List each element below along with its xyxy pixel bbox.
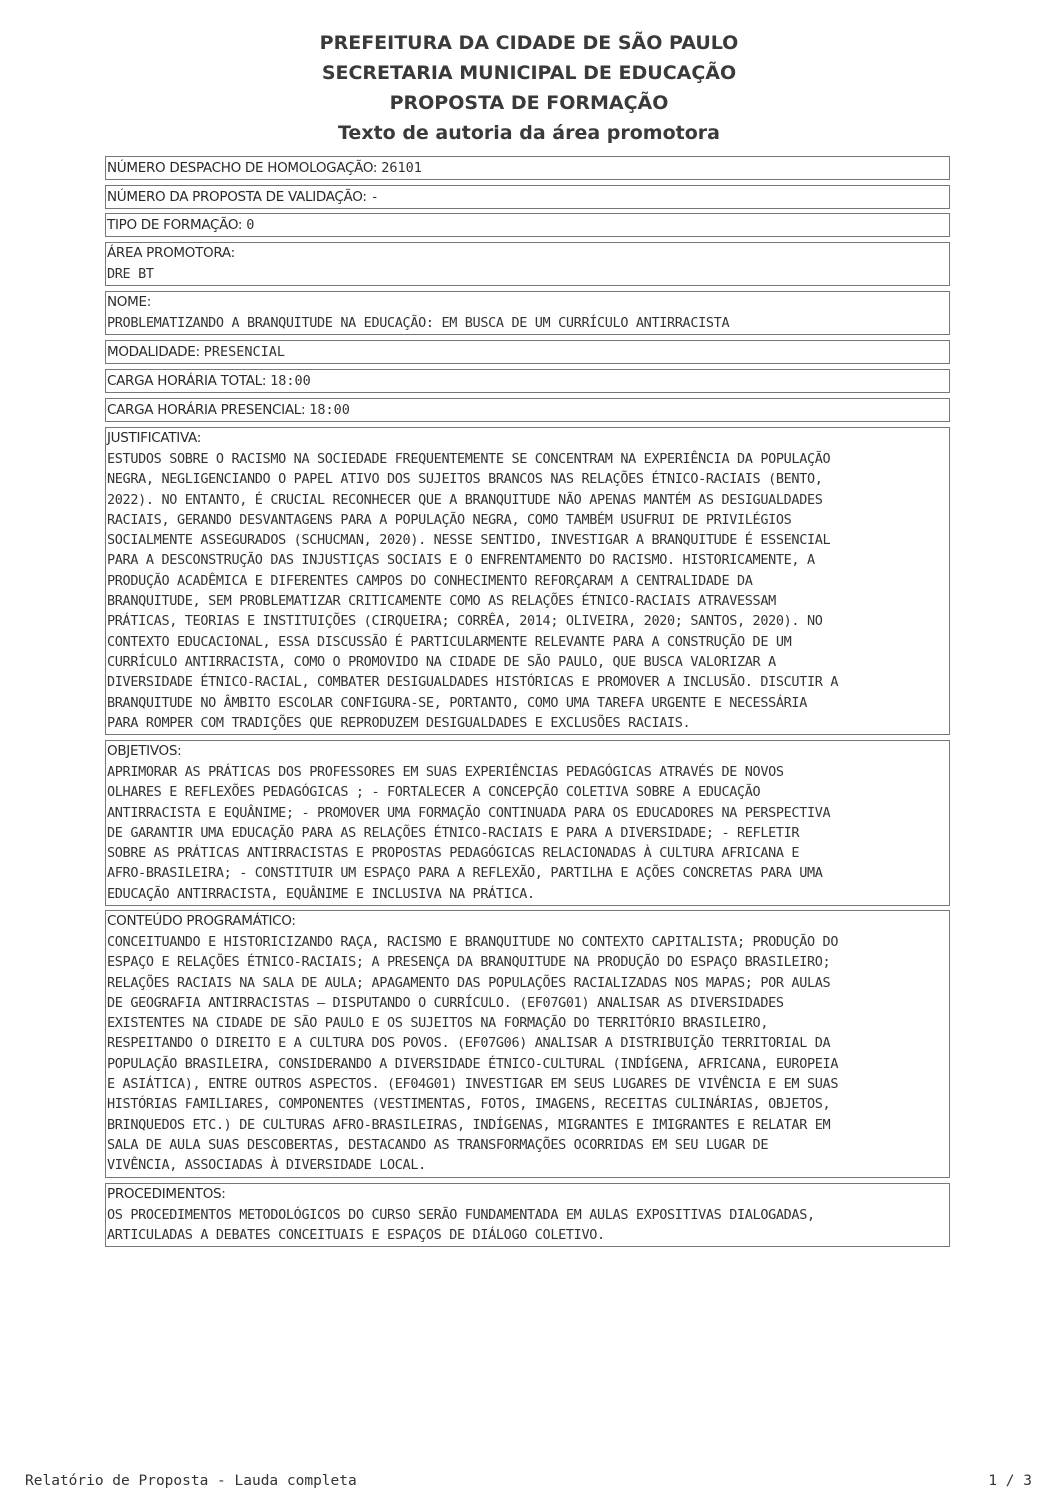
text-line: SOCIALMENTE ASSEGURADOS (SCHUCMAN, 2020). NESSE SENTIDO, INVESTIGAR A BRANQUITUDE É ESSENCIAL: [107, 532, 831, 549]
text-line: EXISTENTES NA CIDADE DE SÃO PAULO E OS SUJEITOS NA FORMAÇÃO DO TERRITÓRIO BRASILEIRO,: [107, 1015, 769, 1032]
field-value: 26101: [381, 160, 422, 176]
section-justificativa: [105, 427, 950, 735]
text-line: NEGRA, NEGLIGENCIANDO O PAPEL ATIVO DOS SUJEITOS BRANCOS NAS RELAÇÕES ÉTNICO-RACIAIS (BENTO,: [107, 471, 823, 488]
field-label: TIPO DE FORMAÇÃO:: [107, 217, 243, 233]
header-prefeitura: PREFEITURA DA CIDADE DE SÃO PAULO: [319, 32, 739, 54]
text-line: SALA DE AULA SUAS DESCOBERTAS, DESTACANDO AS TRANSFORMAÇÕES OCORRIDAS EM SEU LUGAR DE: [107, 1136, 769, 1153]
text-line: AFRO-BRASILEIRA; - CONSTITUIR UM ESPAÇO PARA A REFLEXÃO, PARTILHA E AÇÕES CONCRETAS PARA UMA: [107, 865, 823, 882]
field-value: DRE BT: [107, 266, 154, 282]
text-line: POPULAÇÃO BRASILEIRA, CONSIDERANDO A DIVERSIDADE ÉTNICO-CULTURAL (INDÍGENA, AFRICANA, EUROPEIA: [107, 1055, 839, 1072]
section-label: OBJETIVOS:: [107, 743, 182, 759]
text-line: OS PROCEDIMENTOS METODOLÓGICOS DO CURSO SERÃO FUNDAMENTADA EM AULAS EXPOSITIVAS DIALOGADAS,: [107, 1207, 815, 1223]
field-nome: [105, 291, 950, 335]
field-value: PRESENCIAL: [203, 344, 286, 360]
text-line: BRANQUITUDE, SEM PROBLEMATIZAR CRITICAMENTE COMO AS RELAÇÕES ÉTNICO-RACIAIS ATRAVESSAM: [107, 593, 776, 610]
header-secretaria: SECRETARIA MUNICIPAL DE EDUCAÇÃO: [321, 62, 737, 84]
text-line: RACIAIS, GERANDO DESVANTAGENS PARA A POPULAÇÃO NEGRA, COMO TAMBÉM USUFRUI DE PRIVILÉGIOS: [107, 511, 792, 528]
text-line: EDUCAÇÃO ANTIRRACISTA, EQUÂNIME E INCLUSIVA NA PRÁTICA.: [107, 885, 535, 902]
text-line: PRODUÇÃO ACADÊMICA E DIFERENTES CAMPOS DO CONHECIMENTO REFORÇARAM A CENTRALIDADE DA: [107, 572, 753, 589]
field-carga-presencial: [105, 398, 950, 422]
section-label: CONTEÚDO PROGRAMÁTICO:: [107, 913, 296, 929]
field-tipo: [105, 213, 950, 237]
footer-page-number: 1 / 3: [988, 1473, 1032, 1489]
text-line: DE GARANTIR UMA EDUCAÇÃO PARA AS RELAÇÕES ÉTNICO-RACIAIS E PARA A DIVERSIDADE; - REFLETIR: [107, 824, 800, 841]
field-value: PROBLEMATIZANDO A BRANQUITUDE NA EDUCAÇÃO: EM BUSCA DE UM CURRÍCULO ANTIRRACISTA: [107, 315, 730, 331]
field-label: MODALIDADE:: [107, 344, 200, 360]
text-line: CURRÍCULO ANTIRRACISTA, COMO O PROMOVIDO NA CIDADE DE SÃO PAULO, QUE BUSCA VALORIZAR A: [107, 653, 776, 670]
field-label: ÁREA PROMOTORA:: [107, 245, 235, 261]
text-line: BRANQUITUDE NO ÂMBITO ESCOLAR CONFIGURA-SE, PORTANTO, COMO UMA TAREFA URGENTE E NECESSÁRIA: [107, 694, 807, 711]
header-proposta: PROPOSTA DE FORMAÇÃO: [389, 92, 669, 114]
section-label: JUSTIFICATIVA:: [107, 430, 201, 446]
text-line: HISTÓRIAS FAMILIARES, COMPONENTES (VESTIMENTAS, FOTOS, IMAGENS, RECEITAS CULINÁRIAS, OBJETOS,: [107, 1096, 831, 1113]
footer-report-title: Relatório de Proposta - Lauda completa: [25, 1473, 357, 1489]
text-line: ESPAÇO E RELAÇÕES ÉTNICO-RACIAIS; A PRESENÇA DA BRANQUITUDE NA PRODUÇÃO DO ESPAÇO BRASILEIRO;: [107, 954, 831, 971]
section-conteudo-programatico: [105, 910, 950, 1178]
field-despacho: [105, 156, 950, 180]
section-procedimentos: [105, 1183, 950, 1247]
text-line: CONTEXTO EDUCACIONAL, ESSA DISCUSSÃO É PARTICULARMENTE RELEVANTE PARA A CONSTRUÇÃO DE UM: [107, 633, 792, 650]
text-line: APRIMORAR AS PRÁTICAS DOS PROFESSORES EM SUAS EXPERIÊNCIAS PEDAGÓGICAS ATRAVÉS DE NOVOS: [107, 764, 784, 780]
text-line: RELAÇÕES RACIAIS NA SALA DE AULA; APAGAMENTO DAS POPULAÇÕES RACIALIZADAS NOS MAPAS; POR AULAS: [107, 974, 831, 991]
document-header: [0, 28, 1058, 148]
text-line: PARA ROMPER COM TRADIÇÕES QUE REPRODUZEM DESIGUALDADES E EXCLUSÕES RACIAIS.: [107, 714, 691, 731]
field-value: -: [370, 189, 379, 205]
section-objetivos: [105, 740, 950, 906]
text-line: PRÁTICAS, TEORIAS E INSTITUIÇÕES (CIRQUEIRA; CORRÊA, 2014; OLIVEIRA, 2020; SANTOS, 2020). NO: [107, 613, 823, 630]
field-label: NÚMERO DESPACHO DE HOMOLOGAÇÃO:: [107, 160, 378, 176]
field-area-promotora: [105, 242, 950, 286]
field-label: CARGA HORÁRIA TOTAL:: [107, 373, 267, 389]
field-modalidade: [105, 340, 950, 364]
text-line: 2022). NO ENTANTO, É CRUCIAL RECONHECER QUE A BRANQUITUDE NÃO APENAS MANTÉM AS DESIGUALDADES: [107, 491, 823, 508]
text-line: DE GEOGRAFIA ANTIRRACISTAS — DISPUTANDO O CURRÍCULO. (EF07G01) ANALISAR AS DIVERSIDADES: [107, 994, 784, 1011]
header-subtitle: Texto de autoria da área promotora: [338, 122, 720, 144]
text-line: PARA A DESCONSTRUÇÃO DAS INJUSTIÇAS SOCIAIS E O ENFRENTAMENTO DO RACISMO. HISTORICAMENTE, A: [107, 552, 815, 569]
text-line: RESPEITANDO O DIREITO E A CULTURA DOS POVOS. (EF07G06) ANALISAR A DISTRIBUIÇÃO TERRITORIAL DA: [107, 1035, 831, 1052]
text-line: ANTIRRACISTA E EQUÂNIME; - PROMOVER UMA FORMAÇÃO CONTINUADA PARA OS EDUCADORES NA PERSPECTIVA: [107, 804, 831, 821]
text-line: E ASIÁTICA), ENTRE OUTROS ASPECTOS. (EF04G01) INVESTIGAR EM SEUS LUGARES DE VIVÊNCIA E EM SUAS: [107, 1076, 839, 1093]
text-line: SOBRE AS PRÁTICAS ANTIRRACISTAS E PROPOSTAS PEDAGÓGICAS RELACIONADAS À CULTURA AFRICANA E: [107, 845, 800, 862]
field-label: NÚMERO DA PROPOSTA DE VALIDAÇÃO:: [107, 189, 367, 205]
text-line: BRINQUEDOS ETC.) DE CULTURAS AFRO-BRASILEIRAS, INDÍGENAS, MIGRANTES E IMIGRANTES E RELATAR EM: [107, 1116, 831, 1133]
field-carga-total: [105, 369, 950, 393]
text-line: ESTUDOS SOBRE O RACISMO NA SOCIEDADE FREQUENTEMENTE SE CONCENTRAM NA EXPERIÊNCIA DA POPULAÇÃO: [107, 451, 831, 467]
text-line: DIVERSIDADE ÉTNICO-RACIAL, COMBATER DESIGUALDADES HISTÓRICAS E PROMOVER A INCLUSÃO. DISCUTIR A: [107, 674, 839, 691]
field-validacao: [105, 185, 950, 209]
field-value: 18:00: [270, 373, 311, 389]
field-label: NOME:: [107, 294, 151, 310]
field-value: 18:00: [309, 402, 350, 418]
section-label: PROCEDIMENTOS:: [107, 1186, 226, 1202]
text-line: ARTICULADAS A DEBATES CONCEITUAIS E ESPAÇOS DE DIÁLOGO COLETIVO.: [107, 1227, 605, 1244]
text-line: CONCEITUANDO E HISTORICIZANDO RAÇA, RACISMO E BRANQUITUDE NO CONTEXTO CAPITALISTA; PRODUÇÃO DO: [107, 934, 839, 950]
field-label: CARGA HORÁRIA PRESENCIAL:: [107, 402, 306, 418]
text-line: VIVÊNCIA, ASSOCIADAS À DIVERSIDADE LOCAL.: [107, 1157, 426, 1174]
text-line: OLHARES E REFLEXÕES PEDAGÓGICAS ; - FORTALECER A CONCEPÇÃO COLETIVA SOBRE A EDUCAÇÃO: [107, 784, 761, 801]
field-value: 0: [246, 217, 255, 233]
